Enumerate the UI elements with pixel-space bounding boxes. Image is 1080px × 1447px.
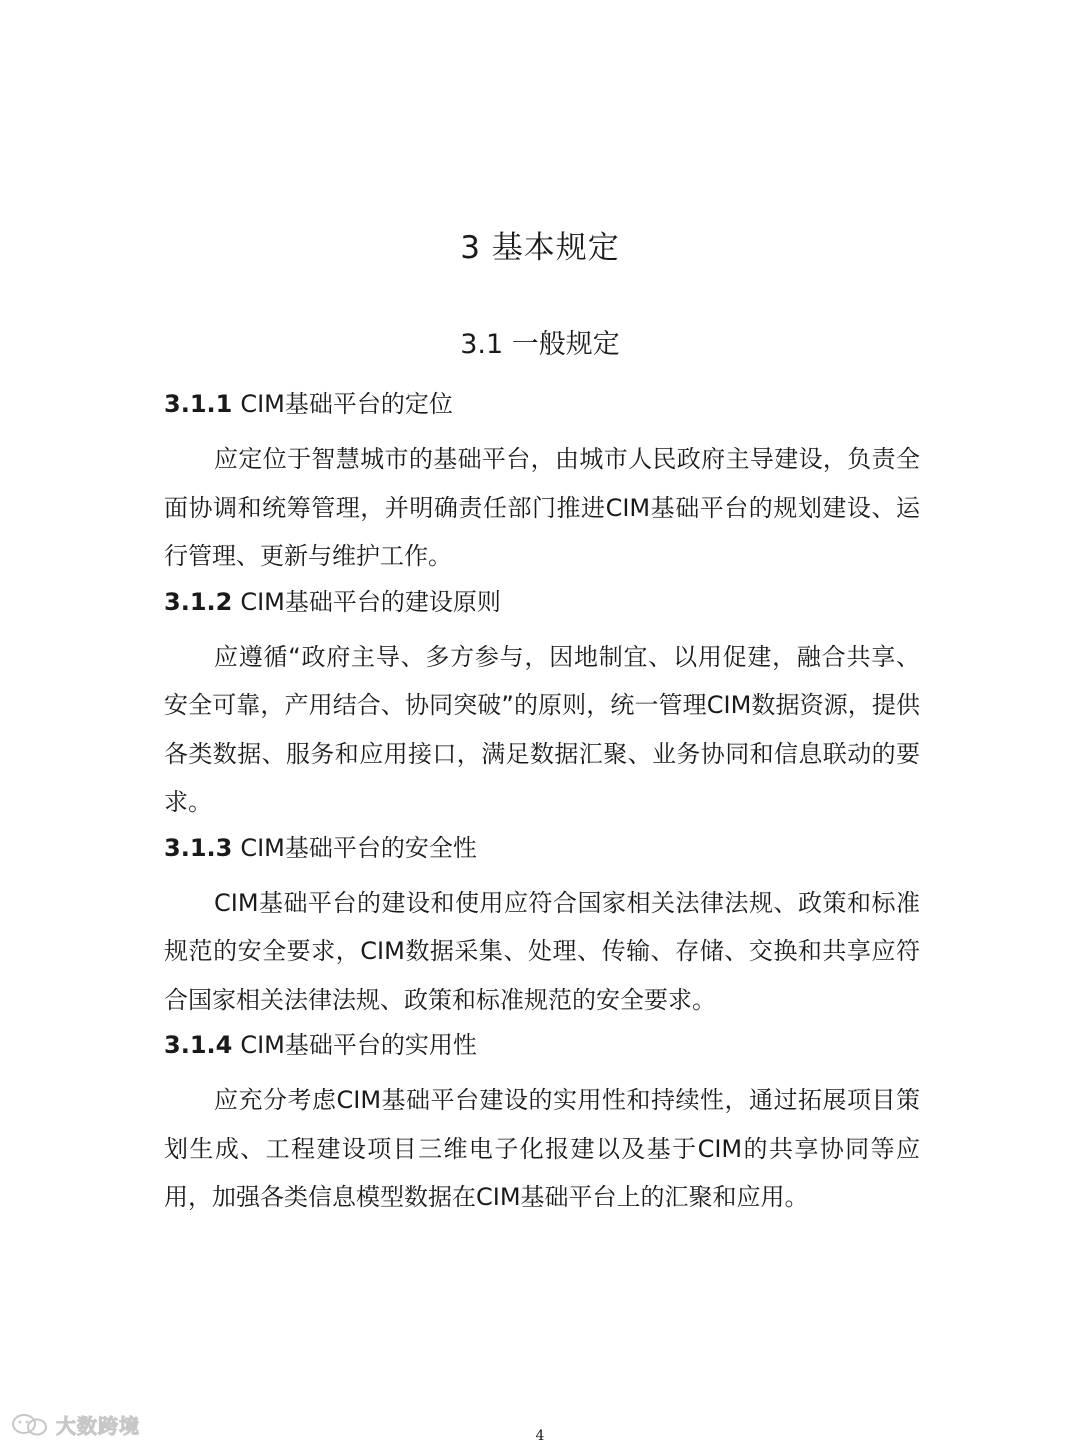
- clause-body: 应遵循“政府主导、多方参与，因地制宜、以用促建，融合共享、安全可靠，产用结合、协同突破”的原则，统一管理CIM数据资源，提供各类数据、服务和应用接口，满足数据汇聚、业务协同和信息联动的要求。: [164, 642, 920, 816]
- clause-3-1-4: [164, 1026, 920, 1222]
- clause-3-1-2: [164, 583, 920, 827]
- watermark-text: 大数跨境: [56, 1414, 140, 1438]
- clause-heading: [164, 385, 920, 423]
- clause-heading-text: CIM基础平台的建设原则: [240, 587, 501, 616]
- clause-body: 应充分考虑CIM基础平台建设的实用性和持续性，通过拓展项目策划生成、工程建设项目三维电子化报建以及基于CIM的共享协同等应用，加强各类信息模型数据在CIM基础平台上的汇聚和应用。: [164, 1086, 920, 1211]
- clause-heading-text: CIM基础平台的实用性: [240, 1031, 477, 1059]
- section-title: 3.1 一般规定: [460, 329, 620, 360]
- clause-heading-text: CIM基础平台的安全性: [240, 833, 477, 862]
- clause-number: 3.1.1: [164, 390, 233, 418]
- clause-heading: [164, 1026, 920, 1064]
- clause-number: 3.1.4: [164, 1031, 233, 1059]
- clauses-content: [164, 385, 920, 1224]
- clause-heading: [164, 583, 920, 621]
- clause-number: 3.1.2: [164, 587, 233, 616]
- clause-heading-text: CIM基础平台的定位: [240, 390, 453, 418]
- clause-3-1-1: [164, 385, 920, 581]
- clause-body: CIM基础平台的建设和使用应符合国家相关法律法规、政策和标准规范的安全要求，CIM数据采集、处理、传输、存储、交换和共享应符合国家相关法律法规、政策和标准规范的安全要求。: [164, 888, 920, 1014]
- chapter-title: 3 基本规定: [460, 230, 620, 266]
- clause-heading: [164, 829, 920, 867]
- clause-3-1-3: [164, 829, 920, 1025]
- page-number: 4: [535, 1428, 545, 1444]
- clause-body: 应定位于智慧城市的基础平台，由城市人民政府主导建设，负责全面协调和统筹管理，并明确责任部门推进CIM基础平台的规划建设、运行管理、更新与维护工作。: [164, 445, 920, 570]
- clause-number: 3.1.3: [164, 833, 233, 862]
